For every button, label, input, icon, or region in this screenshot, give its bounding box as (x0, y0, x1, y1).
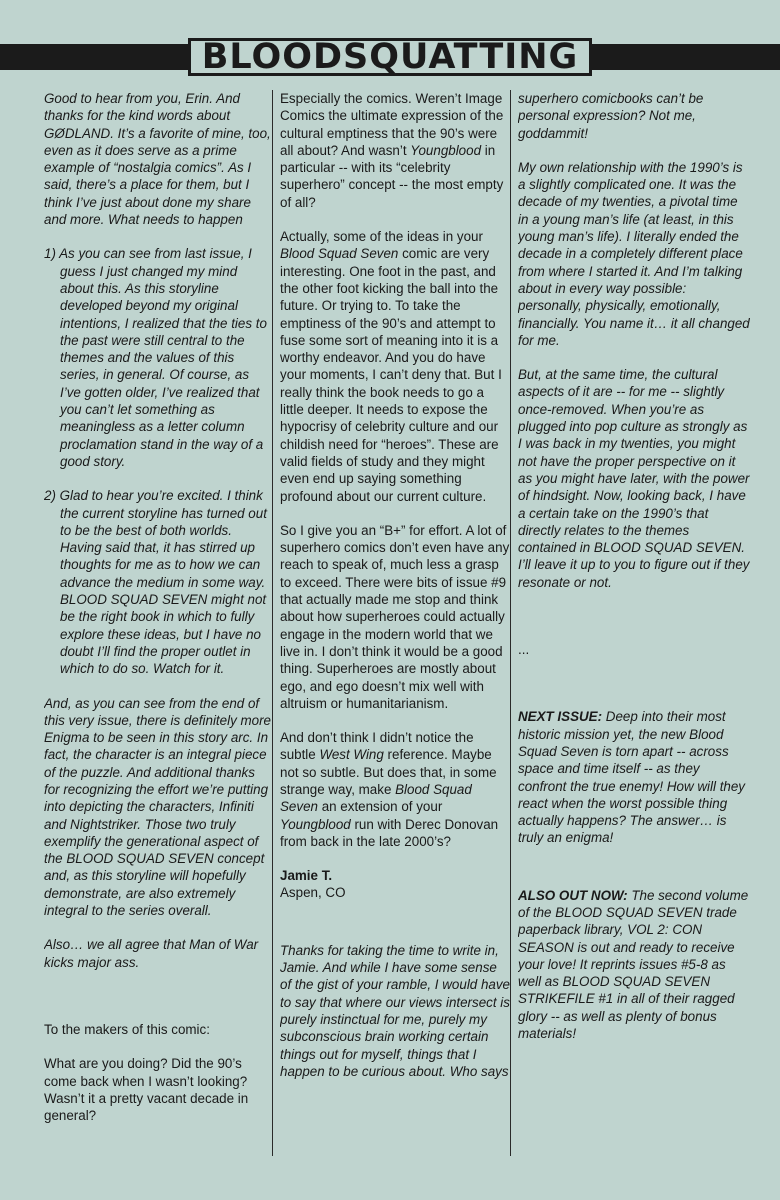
also-out-now-label: ALSO OUT NOW: (518, 887, 628, 903)
column-divider-right (510, 90, 511, 1156)
reply-paragraph: superhero comicbooks can’t be personal expression? Not me, goddammit! (518, 91, 704, 141)
text-run: in particular -- with its “celebrity superhero” concept -- the most empty of all? (280, 142, 504, 210)
column-right (518, 90, 750, 1156)
also-out-now-blurb (518, 887, 750, 1043)
ellipsis-separator: ... (518, 642, 530, 658)
also-out-now-text: The second volume of the BLOOD SQUAD SEVEN trade paperback library, VOL 2: CON SEASON is out and ready to receive your love! It reprints issues #5-8 as well as BLOOD SQUAD SEVEN STRIKEFILE #1 in all of their ragged glory -- as well as plenty of bonus materials! (518, 887, 749, 1042)
letter-salutation: To the makers of this comic: (44, 1021, 210, 1037)
letter-signature (280, 867, 510, 902)
letter-paragraph: So I give you an “B+” for effort. A lot of superhero comics don’t even have any reach to speak of, much less a grasp to exceed. There were bits of issue #9 that actually made me stop and think about how superheroes could actually engage in the modern world that we live in. I don’t think it would be a good thing. Superheroes are mostly about ego, and ego doesn’t mix well with altruism or humanitarianism. (280, 522, 510, 711)
page-title: BLOODSQUATTING (201, 36, 579, 77)
text-run: run with Derec Donovan from back in the late 2000’s? (280, 816, 499, 849)
letter-paragraph (280, 228, 510, 505)
title-box (188, 38, 592, 76)
reply-paragraph: My own relationship with the 1990’s is a slightly complicated one. It was the decade of my twenties, a pivotal time in a young man’s life (at least, in this young man’s life). I literally ended the decade in a completely different place from where I started it. And I’m talking about in every way possible: personally, physically, emotionally, financially. You name it… it all changed for me. (518, 159, 750, 348)
column-divider-left (272, 90, 273, 1156)
text-run: Especially the comics. Weren’t Image Comics the ultimate expression of the cultural emptiness that the 90’s were all about? And wasn’t (280, 91, 504, 158)
next-issue-blurb (518, 708, 750, 846)
numbered-paragraph-2: 2) Glad to hear you’re excited. I think the current storyline has turned out to be the best of both worlds. Having said that, it has stirred up thoughts for me as to how we can advance the medium in some way. BLOOD SQUAD SEVEN might not be the right book in which to fully explore these ideas, but I have no doubt I’ll find the proper outlet in which to do so. Watch for it. (44, 488, 267, 677)
text-run: comic are very interesting. One foot in the past, and the other foot kicking the ball into the future. Or trying to. To take the emptiness of the 90’s and attempt to fuse some sort of meaning into it is a worthy endeavor. And you do have your moments, I can’t deny that. But I really think the book needs to go a little deeper. It needs to expose the hypocrisy of celebrity culture and our childish need for “heroes”. These are valid fields of study and they might even end up saying something profound about our current culture. (280, 246, 502, 504)
text-run-italic: Youngblood (280, 816, 351, 832)
reply-paragraph: Thanks for taking the time to write in, Jamie. And while I have some sense of the gist of your ramble, I would have to say that where our views intersect is purely instinctual for me, purely my subconscious brain working certain things out for myself, things that I happen to be curious about. Who says (280, 942, 510, 1079)
reply-paragraph: But, at the same time, the cultural aspects of it are -- for me -- slightly once-removed. When you’re as plugged into pop culture as strongly as I was back in my twenties, you might not have the proper perspective on it as you might have later, with the power of hindsight. Now, looking back, I have a certain take on the 1990’s that directly relates to the themes contained in BLOOD SQUAD SEVEN. I’ll leave it up to you to figure out if they resonate or not. (518, 367, 750, 590)
paragraph: Good to hear from you, Erin. And thanks for the kind words about GØDLAND. It’s a favorite of mine, too, even as it does serve as a prime example of “nostalgia comics”. As I said, there’s a place for them, but I think I’ve just about done my share and more. What needs to happen (44, 91, 271, 228)
letter-paragraph (280, 90, 510, 211)
signature-place: Aspen, CO (280, 885, 346, 901)
letter-paragraph: What are you doing? Did the 90’s come back when I wasn’t looking? Wasn’t it a pretty vacant decade in general? (44, 1056, 249, 1124)
text-run: Actually, some of the ideas in your (280, 229, 483, 245)
text-run-italic: Blood Squad Seven (280, 781, 472, 815)
text-run: reference. Maybe not so subtle. But does that, in some strange way, make (280, 747, 497, 797)
column-left (44, 90, 272, 1156)
text-run: an extension of your (317, 799, 443, 815)
next-issue-text: Deep into their most historic mission yet, the new Blood Squad Seven is torn apart -- across space and time itself -- as they confront the true enemy! How will they react when the worst possible thing actually happens? The answer… is truly an enigma! (518, 709, 746, 846)
column-middle (280, 90, 510, 1156)
next-issue-label: NEXT ISSUE: (518, 709, 603, 725)
text-run-italic: Blood Squad Seven (280, 246, 399, 262)
paragraph: And, as you can see from the end of this very issue, there is definitely more Enigma to be seen in this story arc. In fact, the character is an integral piece of the puzzle. And additional thanks for recognizing the effort we’re putting into depicting the characters, Infiniti and Nightstriker. Those two truly exemplify the generational aspect of the BLOOD SQUAD SEVEN concept and, as this storyline will hopefully demonstrate, are also extremely integral to the series overall. (44, 695, 271, 919)
text-run-italic: Youngblood (410, 142, 482, 158)
paragraph: Also… we all agree that Man of War kicks major ass. (44, 937, 259, 970)
text-run-italic: West Wing (319, 747, 384, 763)
text-run: And don’t think I didn’t notice the subtle (280, 730, 474, 763)
numbered-paragraph-1: 1) As you can see from last issue, I guess I just changed my mind about this. As this storyline developed beyond my original intentions, I realized that the ties to the past were still central to the themes and the values of this series, in general. Of course, as I’ve gotten older, I’ve realized that you can’t let something as meaningless as a letter column proclamation stand in the way of a good story. (44, 246, 267, 469)
letter-paragraph (280, 729, 510, 850)
signature-name: Jamie T. (280, 868, 333, 884)
